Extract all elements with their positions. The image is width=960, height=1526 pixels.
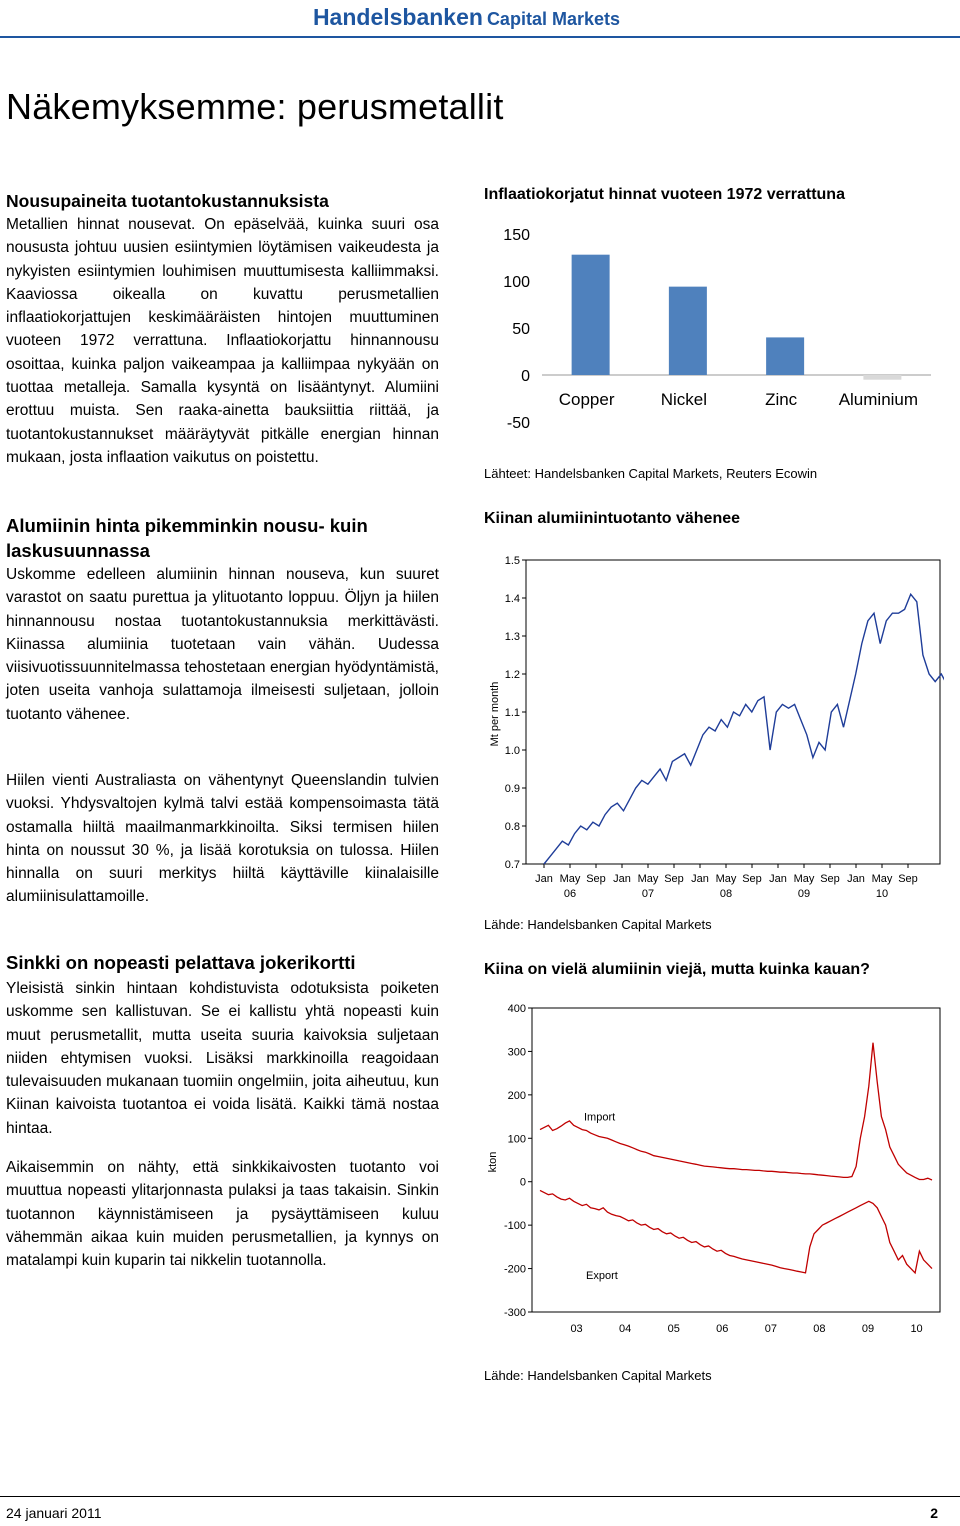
footer-divider [0, 1496, 960, 1497]
y-tick-label: -300 [503, 1307, 526, 1319]
brand-logo [313, 4, 620, 31]
x-tick-label: 09 [861, 1323, 875, 1335]
bar [572, 255, 610, 375]
y-tick-label: 0.8 [504, 821, 520, 833]
y-tick-label: 1.5 [504, 555, 520, 567]
x-tick-label: May [559, 873, 581, 885]
x-tick-label: Aluminium [838, 390, 919, 409]
x-tick-label: 03 [570, 1323, 583, 1335]
chart3-title: Kiina on vielä alumiinin viejä, mutta kuinka kauan? [484, 961, 870, 978]
x-tick-label: Jan [847, 873, 865, 885]
y-tick-label: 1.2 [504, 669, 520, 681]
section-body: Uskomme edelleen alumiinin hinnan nouseva, kun suuret varastot on saatu purettua ja ylituotanto loppuu. Öljyn ja hiilen hinnannousu nostaa tuotantokustannuksia merkittävästi. Kiinassa alumiinia tuotetaan vain vähän. Uudessa viisivuotissuunnitelmassa tehostetaan energian hyödyntämistä, joten useita vanhoja sulattamoja ilmeisesti suljetaan, jolloin tuotanto vähenee. [6, 566, 439, 723]
y-tick-label: 1.4 [504, 593, 520, 605]
x-year-label: 06 [563, 888, 577, 900]
y-tick-label: 1.0 [504, 745, 520, 757]
brand-subtitle: Capital Markets [486, 9, 620, 29]
series-label-import: Import [584, 1111, 616, 1124]
x-year-label: 09 [797, 888, 811, 900]
x-tick-label: Copper [558, 390, 615, 409]
chart1-title: Inflaatiokorjatut hinnat vuoteen 1972 verrattuna [484, 186, 845, 203]
production-line [544, 594, 944, 864]
footer-page-number: 2 [930, 1505, 938, 1521]
bar [863, 375, 901, 380]
y-tick-label: 300 [507, 1046, 526, 1059]
bar [766, 337, 804, 375]
y-tick-label: 0.9 [504, 783, 520, 795]
x-tick-label: Jan [613, 873, 631, 885]
x-tick-label: Jan [691, 873, 709, 885]
y-tick-label: 1.1 [504, 707, 520, 719]
chart2-source: Lähde: Handelsbanken Capital Markets [484, 917, 712, 932]
y-tick-label: 0 [519, 1176, 526, 1189]
chart3-source: Lähde: Handelsbanken Capital Markets [484, 1368, 712, 1383]
y-tick-label: 100 [503, 274, 530, 291]
section-heading: Sinkki on nopeasti pelattava jokerikortti [6, 952, 356, 973]
section-zinc-supply [6, 1156, 439, 1272]
x-tick-label: 08 [813, 1323, 826, 1335]
x-tick-label: Sep [898, 873, 918, 885]
section-coal [6, 769, 439, 909]
section-body: Metallien hinnat nousevat. On epäselvää, kuinka suuri osa noususta johtuu uusien esiintymien löytämisen vaikeudesta ja nykyisten esiintymien louhimisen muuttumisesta kalliimmaksi. Kaaviossa oikealla on kuvattu perusmetallien inflaatiokorjattujen keskimääräisten hintojen muuttuminen vuoteen 1972 verrattuna. Inflaatiokorjattu hinnannousu osoittaa, kuinka paljon vaikeampaa ja kalliimpaa nykyään on tuottaa metalleja. Samalla kysyntä on lisääntynyt. Alumiini erottuu muista. Sen raaka-ainetta bauksiittia riittää, ja tuotantokustannukset määräytyvät pitkälle energian hinnan mukaan, josta inflaation vaikutus on poistettu. [6, 216, 439, 466]
x-tick-label: Zinc [765, 390, 798, 409]
section-body: Yleisistä sinkin hintaan kohdistuvista odotuksista poiketen uskomme sen kallistuvan. Se ei kallistu yhtä nopeasti kuin muut perusmetallit, mutta useita suuria kaivoksia suljetaan niiden ehtymisen vuoksi. Lisäksi markkinoilla reagoidaan tulevaisuuden mukanaan tuomiin ongelmiin, joita aiheutuu, kun Kiinan kaivoista tuotantoa ei voida lisätä. Kaikki tämä nostaa hintaa. [6, 980, 439, 1137]
section-body: Aikaisemmin on nähty, että sinkkikaivosten tuotanto voi muuttua nopeasti ylitarjonnasta pulaksi ja taas takaisin. Sinkin tuotannon käynnistämiseen ja pysäyttämiseen kuluu vähemmän aikaa kuin muiden perusmetallien, ja kynnys on matalampi kuin kuparin tai nikkelin tuotannolla. [6, 1159, 439, 1270]
x-tick-label: May [793, 873, 815, 885]
x-year-label: 08 [719, 888, 733, 900]
x-year-label: 07 [641, 888, 655, 900]
bar [669, 287, 707, 375]
x-tick-label: Sep [820, 873, 840, 885]
x-year-label: 10 [875, 888, 889, 900]
x-tick-label: Jan [769, 873, 787, 885]
page-title: Näkemyksemme: perusmetallit [6, 86, 504, 127]
y-axis-label: Mt per month [489, 681, 501, 747]
x-tick-label: 07 [764, 1323, 777, 1335]
y-tick-label: 50 [512, 321, 530, 338]
y-tick-label: 100 [507, 1133, 526, 1146]
y-tick-label: 200 [507, 1089, 526, 1102]
chart-real-prices [484, 212, 944, 452]
section-production-costs [6, 190, 439, 469]
chart-china-aluminium-production [484, 542, 944, 907]
y-axis-label: kton [487, 1151, 499, 1173]
x-tick-label: May [715, 873, 737, 885]
x-tick-label: Jan [535, 873, 553, 885]
y-tick-label: -200 [503, 1263, 526, 1276]
section-heading: Alumiinin hinta pikemminkin nousu- kuin laskusuunnassa [6, 515, 368, 561]
footer-date: 24 januari 2011 [6, 1505, 102, 1521]
export-line [540, 1190, 932, 1273]
chart-china-aluminium-trade [484, 992, 944, 1352]
x-tick-label: Sep [586, 873, 606, 885]
x-tick-label: 04 [619, 1323, 632, 1335]
y-tick-label: 0.7 [504, 859, 520, 871]
chart1-source: Lähteet: Handelsbanken Capital Markets, Reuters Ecowin [484, 466, 818, 481]
x-tick-label: May [871, 873, 893, 885]
x-tick-label: Sep [742, 873, 762, 885]
section-heading: Nousupaineita tuotantokustannuksista [6, 191, 329, 211]
x-tick-label: 10 [910, 1323, 923, 1335]
x-tick-label: Sep [664, 873, 684, 885]
section-aluminium [6, 514, 439, 726]
y-tick-label: -100 [503, 1220, 526, 1233]
plot-frame [532, 1008, 940, 1312]
section-zinc [6, 951, 439, 1140]
header-divider [0, 36, 960, 38]
y-tick-label: 1.3 [504, 631, 520, 643]
brand-name: Handelsbanken [312, 4, 483, 30]
x-tick-label: 05 [667, 1323, 680, 1335]
y-tick-label: 0 [521, 368, 530, 385]
x-tick-label: Nickel [660, 390, 708, 409]
y-tick-label: 150 [503, 227, 530, 244]
series-label-export: Export [586, 1270, 618, 1283]
x-tick-label: May [637, 873, 659, 885]
section-body: Hiilen vienti Australiasta on vähentynyt Queenslandin tulvien vuoksi. Yhdysvaltojen kylmä talvi estää kompensoimasta tätä ostamalla hiiltä maailmanmarkkinoilta. Siksi termisen hiilen hinta on noussut 30 %, ja lisää korotuksia on tulossa. Hiilen hinnalla on suuri merkitys hiiltä käyttäville kiinalaisille alumiinisulattamoille. [6, 772, 439, 906]
y-tick-label: 400 [507, 1003, 526, 1015]
x-tick-label: 06 [716, 1323, 729, 1335]
y-tick-label: -50 [506, 415, 530, 432]
chart2-title: Kiinan alumiinintuotanto vähenee [484, 510, 741, 527]
